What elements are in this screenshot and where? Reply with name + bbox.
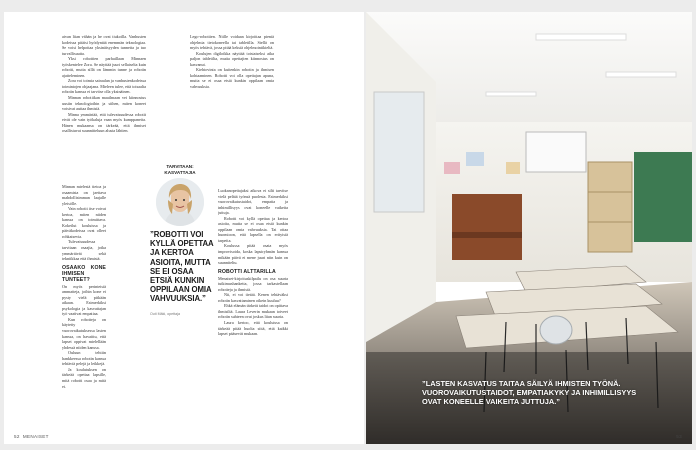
column-2b-para: Laura kertoo, että kouluissa on tärkeää pitää huolta siitä, että kaikki lapset pääsevät mukaan. xyxy=(218,320,288,337)
section-heading: ROBOTTI ALTTARILLA xyxy=(218,268,276,275)
column-1-para: aivan liian vähän ja he ovat tiukoilla. Vanhusten kodeissa pitäisi hyödyntää enemmän teknologiaa. Se voisi helpottaa yksinäisyyden tunnetta ja tuo turvallisuutta. xyxy=(62,34,146,56)
column-1-para: Zora voi toimia sairaalan ja vanhustenkodeissa toimintojen ohjaajana. Mieleen tulee, että toisaalta robotin kanssa ei tarvitse olla yksinäinen. xyxy=(62,78,146,95)
magazine-name: MENAISET xyxy=(22,434,49,439)
poster-icon xyxy=(444,162,460,174)
page-number: 52 xyxy=(14,434,20,439)
column-2b-para: Menaiset-kirjoituskilpailu on osa suurta tutkimushanketta, jossa tarkastellaan robotteja ja ihmistä. xyxy=(218,275,288,292)
section-heading: OSAAKO KONE IHMISEN TUNTEET? xyxy=(62,264,106,283)
page-number-right: 53 xyxy=(676,434,682,439)
left-page xyxy=(4,12,364,444)
column-2-para: Kiehtovinta on kuitenkin robotin ja ihmisen kohtaaminen. Robotti voi olla opettajan apuna, mutta se ei osaa etsiä kunkin oppilaan omia vahvuuksia. xyxy=(190,67,274,89)
column-2b-para: Ehkä elämän tärkeät taidot on opittava ihmisiltä. Laura Leverin mukaan toiveet robotin suhteen ovat joskus liian suuria. xyxy=(218,303,288,320)
right-page xyxy=(366,12,692,444)
column-2b-para: Koulussa pitää osata myös improvisoida, koska lapsiryhmän kanssa mikään päivä ei mene juuri niin kuin on suunniteltu. xyxy=(218,243,288,266)
ceiling-light-icon xyxy=(486,92,536,96)
portrait-photo xyxy=(156,178,204,226)
backpack-icon xyxy=(540,316,572,344)
column-1-para: Yksi robottien parhaillaan Minnaen työskentelee Zora. Se näyttää juuri sellaiselta kuin robotti, mutta sillä on lämmin tunne ja robotin ajatteleminen. xyxy=(62,56,146,78)
column-2-para: Lego-robottien. Niille voidaan kirjoittaa pieniä ohjelmia tietokoneella tai tabletilla. Siellä on myös tehtävä, jossa pitää keksiä ohjelmointikieltä. xyxy=(190,34,274,51)
column-2b-para: Nii, ei voi tietää. Kenen tehtäväksi robotin kasvattaminen oikein kuuluu? xyxy=(218,292,288,303)
sidebar-label-line2: KASVATTAJIA xyxy=(164,169,196,175)
sidebar-label-line1: TARVITAAN: xyxy=(166,164,194,169)
column-2-lower xyxy=(218,188,288,426)
pull-quote: ”ROBOTTI VOI KYLLÄ OPETTAA JA KERTOA ASIOITA, MUTTA SE EI OSAA ETSIÄ KUNKIN OPPILAAN OMIA VAHVUUKSIA.” xyxy=(150,230,214,304)
window-icon xyxy=(374,92,424,212)
column-2 xyxy=(190,34,274,202)
column-1b-para: Vain robotit itse voivat kertoa, miten niiden kanssa on toimittava. Kokeilut kouluissa ja päiväkodeissa ovat olleet rohkaisevia. xyxy=(62,206,106,239)
ceiling-light-icon xyxy=(606,72,676,77)
page-number-left xyxy=(14,434,49,439)
piano-icon xyxy=(452,194,522,260)
whiteboard-icon xyxy=(526,132,586,172)
column-1b-para: Tulevaisuudessa tarvitaan osaajia, jotka ymmärtävät sekä tekniikkaa että ihmistä. xyxy=(62,239,106,262)
column-2b-para: Robotti voi kyllä opettaa ja kertoa asioita, mutta se ei osaa etsiä kunkin oppilaan omia vahvuuksia. Tai ottaa huomioon, että lapsella on erityisiä tarpeita. xyxy=(218,215,288,243)
sidebar-label xyxy=(150,164,210,175)
column-1-para: Minna ymmärtää, että tulevaisuudessa robotit eivät ole vain työkaluja vaan myös kumppaneita. Hänen mukaansa on tärkeää, että ihmiset osallistuvat suunnitteluun alusta lähtien. xyxy=(62,111,146,134)
column-1b-para: On myös perinteisiä ammatteja, joihin kone ei pysty vielä pitkään aikaan. Esimerkiksi psykologia ja kasvattajan työ vaativat empatiaa. xyxy=(62,283,106,317)
column-1b-para: Kun robotteja on käytetty vuorovaikutuksessa lasten kanssa, on havaittu, että lapset oppivat mielellään yhdessä niiden kanssa. xyxy=(62,316,106,350)
column-2-para: Koulujen digiloikka näyttää toistaiseksi aika paljon tabletilta, mutta opettajien kiinnostus on kasvanut. xyxy=(190,50,274,67)
photo-caption: Outi Mäki, opettaja xyxy=(150,312,180,316)
ceiling-light-icon xyxy=(536,34,626,40)
photo-quote: ”LASTEN KASVATUS TAITAA SÄILYÄ IHMISTEN TYÖNÄ. VUOROVAIKUTUSTAIDOT, EMPATIAKYKY JA INHIMILLISYYS OVAT KONEELLE VAIKEITA JUTTUJA.” xyxy=(422,379,637,406)
woman-portrait-icon xyxy=(156,178,204,226)
column-1b-para: Ouluun tehtiin hankkeessa robotin kanssa tehtäviä pelejä ja leikkejä. xyxy=(62,350,106,367)
column-2b-para: Luokanopettajaksi aikova ei silti tarvitse vielä pelätä työnsä puolesta. Esimerkiksi vuorovaikutustaidot, empatia ja inhimillisyys ovat koneelle vaikeita juttuja. xyxy=(218,188,288,216)
column-1-para: Minnan robotiikan maailmaan vei kiinnostus uusiin teknologioihin ja siihen, miten koneet voisivat auttaa ihmisiä. xyxy=(62,95,146,112)
green-board-icon xyxy=(634,152,692,242)
column-1b-para: Minnan mielestä tietoa ja osaamista on jaettava mahdollisimman laajalle yleisölle. xyxy=(62,184,106,206)
column-1-lower xyxy=(62,184,106,426)
column-1 xyxy=(62,34,146,182)
poster-icon xyxy=(466,152,484,166)
poster-icon xyxy=(506,162,520,174)
column-1b-para: Ja koulutuksen on tärkeää opettaa lapsille, mitä robotti osaa ja mitä ei. xyxy=(62,366,106,389)
bookshelf-icon xyxy=(588,162,632,252)
